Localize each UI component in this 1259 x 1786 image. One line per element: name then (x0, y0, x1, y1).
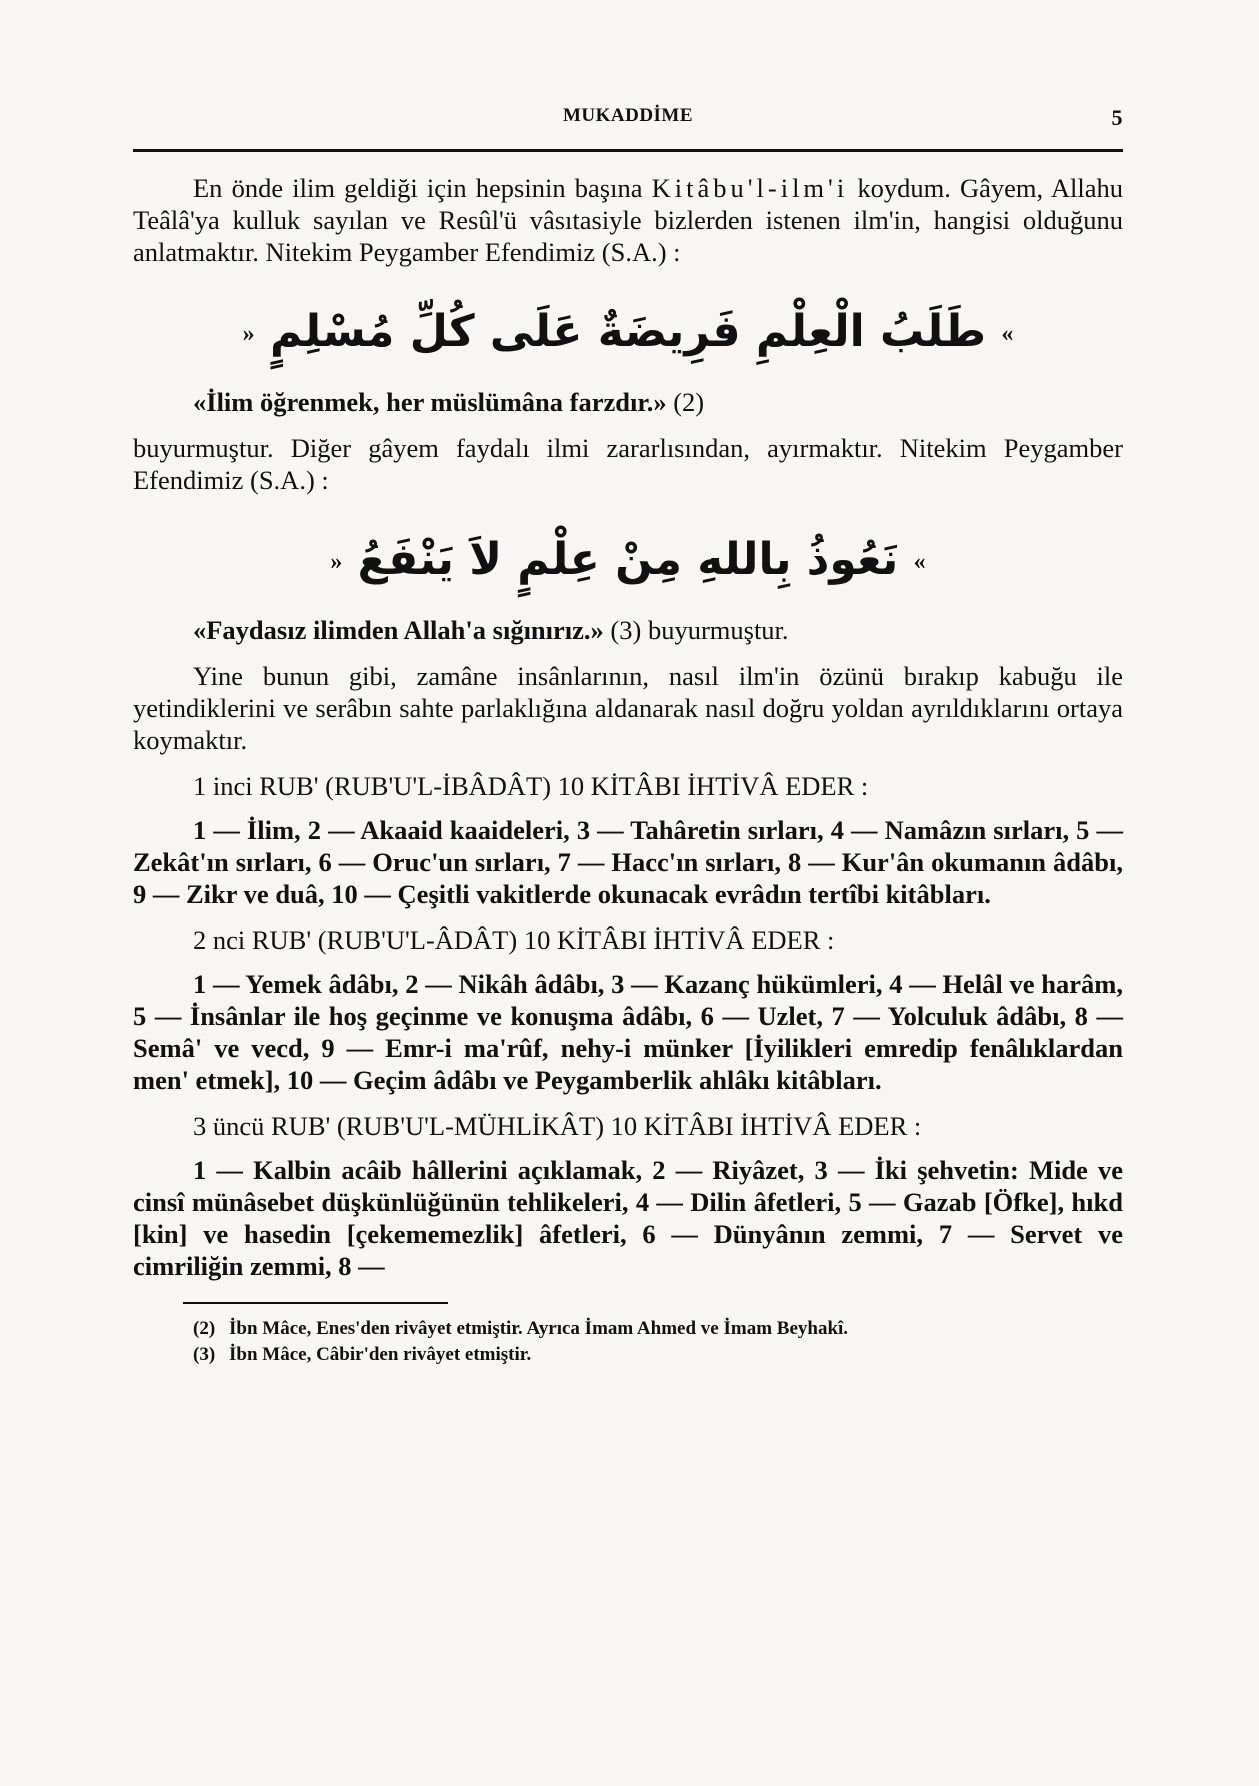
hadith2-arabic (133, 530, 1123, 592)
hadith2-quote-open: « (330, 549, 343, 575)
footnote-rule (183, 1302, 448, 1304)
footnote-3 (193, 1342, 1123, 1368)
intro-text-2: koydum. Gâyem, Allahu Teâlâ'ya kulluk sayılan ve Resûl'ü vâsıtasiyle bizlerden istenen ilm'in, hangisi olduğunu anlatmaktır. Nitekim Peygamber Efendimiz (S.A.) : (133, 173, 1123, 267)
section-1-heading: 1 inci RUB' (RUB'U'L-İBÂDÂT) 10 KİTÂBI İHTİVÂ EDER : (193, 771, 869, 801)
hadith2-ref: (3) buyurmuştur. (603, 615, 789, 645)
footnote-2 (193, 1316, 1123, 1342)
hadith2-translation-text: «Faydasız ilimden Allah'a sığınırız.» (193, 615, 604, 645)
page-number: 5 (1111, 105, 1123, 130)
footnote-3-num: (3) (193, 1344, 216, 1365)
section-3-heading: 3 üncü RUB' (RUB'U'L-MÜHLİKÂT) 10 KİTÂBI İHTİVÂ EDER : (193, 1111, 922, 1141)
hadith2-arabic-text: نَعُوذُ بِاللهِ مِنْ عِلْمٍ لاَ يَنْفَعُ (357, 534, 899, 585)
running-header (133, 105, 1123, 135)
hadith1-arabic-text: طَلَبُ الْعِلْمِ فَرِيضَةٌ عَلَى كُلِّ مُسْلِمٍ (269, 306, 987, 357)
paragraph-3: Yine bunun gibi, zamâne insânlarının, nasıl ilm'in özünü bırakıp kabuğu ile yetindiklerini ve serâbın sahte parlaklığına aldanarak nasıl doğru yoldan ayrıldıklarını ortaya koymaktır. (133, 661, 1123, 755)
footnote-2-num: (2) (193, 1318, 216, 1339)
hadith1-quote-close: » (1001, 321, 1014, 347)
header-rule (133, 149, 1123, 152)
footnote-2-text: İbn Mâce, Enes'den rivâyet etmiştir. Ayrıca İmam Ahmed ve İmam Beyhakî. (229, 1318, 849, 1339)
section-1-items: 1 — İlim, 2 — Akaaid kaaideleri, 3 — Tahâretin sırları, 4 — Namâzın sırları, 5 — Zekât'ın sırları, 6 — Oruc'un sırları, 7 — Hacc'ın sırları, 8 — Kur'ân okumanın âdâbı, 9 — Zikr ve duâ, 10 — Çeşitli vakitlerde okunacak evrâdın tertîbi kitâbları. (133, 815, 1123, 909)
intro-paragraph (133, 172, 1123, 268)
hadith1-ref: (2) (666, 387, 705, 417)
section-3-items: 1 — Kalbin acâib hâllerini açıklamak, 2 — Riyâzet, 3 — İki şehvetin: Mide ve cinsî münâsebet düşkünlüğünün tehlikeleri, 4 — Dilin âfetleri, 5 — Gazab [Öfke], hıkd [kin] ve hasedin [çekememezlik] âfetleri, 6 — Dünyânın zemmi, 7 — Servet ve cimriliğin zemmi, 8 — (133, 1155, 1123, 1281)
hadith2-quote-close: » (913, 549, 926, 575)
footnote-3-text: İbn Mâce, Câbir'den rivâyet etmiştir. (229, 1344, 532, 1365)
hadith1-translation-text: «İlim öğrenmek, her müslümâna farzdır.» (193, 387, 667, 417)
intro-text-1: En önde ilim geldiği için hepsinin başına (193, 173, 652, 203)
section-2-heading: 2 nci RUB' (RUB'U'L-ÂDÂT) 10 KİTÂBI İHTİVÂ EDER : (193, 925, 835, 955)
hadith1-quote-open: « (242, 321, 255, 347)
hadith1-translation (133, 386, 1123, 418)
hadith2-translation (133, 614, 1123, 646)
book-title: Kitâbu'l-ilm'i (651, 173, 849, 203)
section-2-items: 1 — Yemek âdâbı, 2 — Nikâh âdâbı, 3 — Kazanç hükümleri, 4 — Helâl ve harâm, 5 — İnsânlar ile hoş geçinme ve konuşma âdâbı, 6 — Uzlet, 7 — Yolculuk âdâbı, 8 — Semâ' ve vecd, 9 — Emr-i ma'rûf, nehy-i münker [İyilikleri emredip fenâlıklardan men' etmek], 10 — Geçim âdâbı ve Peygamberlik ahlâkı kitâbları. (133, 969, 1123, 1095)
hadith1-arabic (133, 302, 1123, 364)
paragraph-2: buyurmuştur. Diğer gâyem faydalı ilmi zararlısından, ayırmaktır. Nitekim Peygamber Efendimiz (S.A.) : (133, 433, 1123, 495)
running-title: MUKADDİME (562, 105, 694, 126)
